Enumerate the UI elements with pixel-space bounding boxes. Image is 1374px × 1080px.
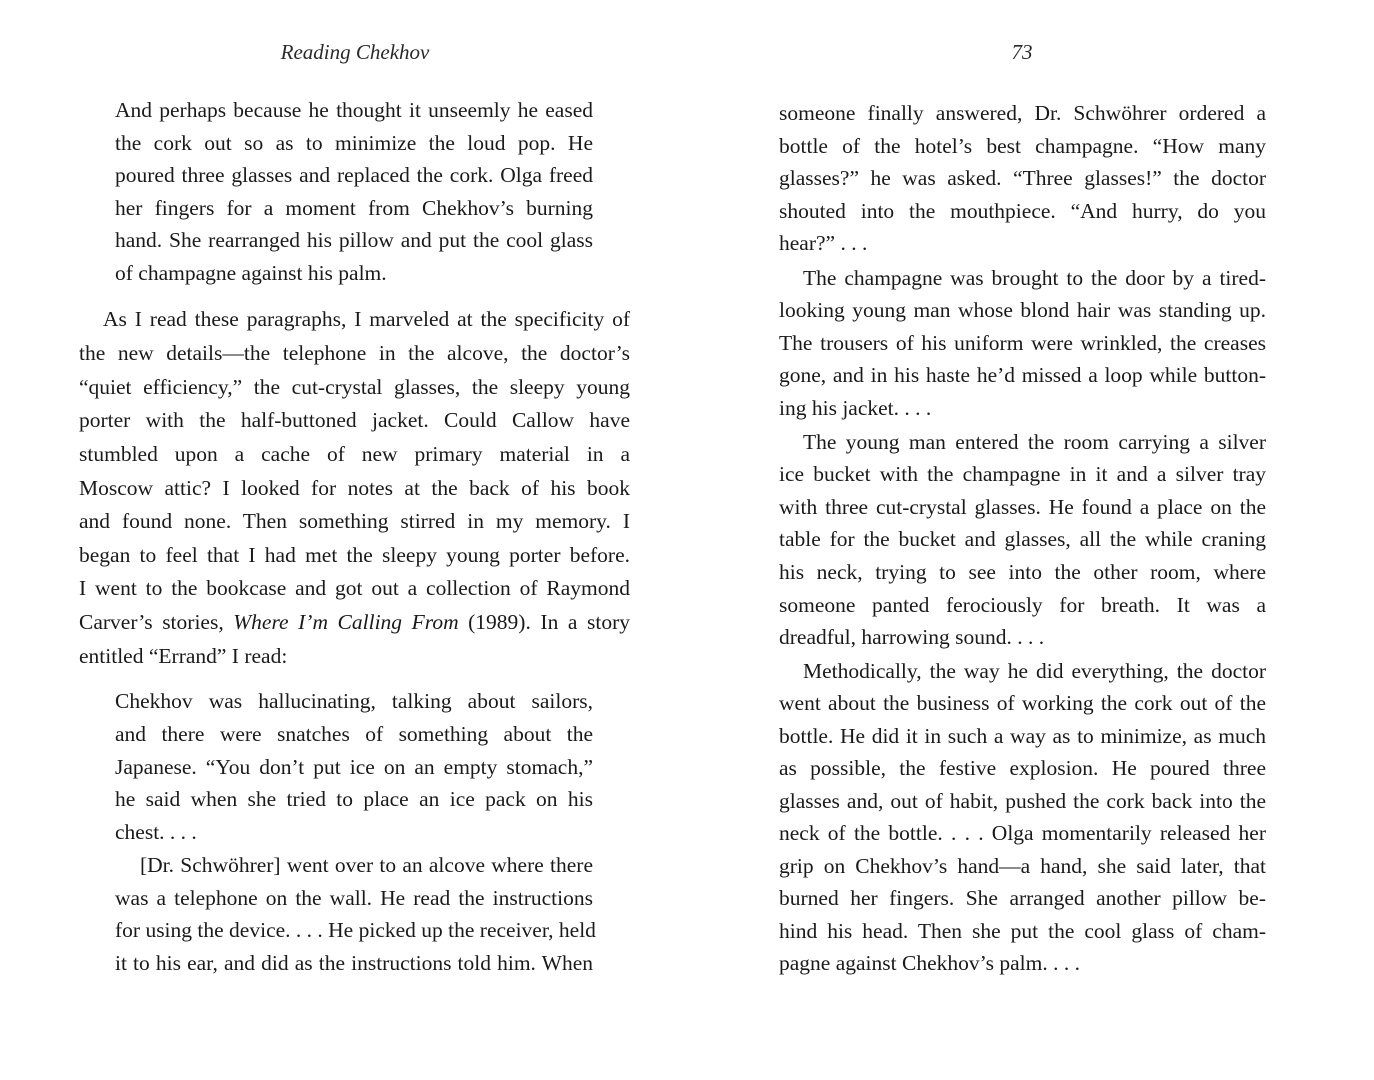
text-line: gone, and in his haste he’d missed a loop while button- [779, 363, 1266, 387]
text-line: looking young man whose blond hair was standing up. [779, 298, 1266, 322]
page-number: 73 [1011, 40, 1033, 64]
text-line: the new details—the telephone in the alcove, the doctor’s [79, 341, 630, 365]
text-line: Japanese. “You don’t put ice on an empty stomach,” [115, 755, 593, 779]
text-line: bottle of the hotel’s best champagne. “How many [779, 134, 1266, 158]
text-line: table for the bucket and glasses, all the while craning [779, 527, 1266, 551]
text-span: Carver’s stories, [79, 610, 234, 634]
text-line: was a telephone on the wall. He read the instructions [115, 886, 593, 910]
text-line: began to feel that I had met the sleepy young porter before. [79, 543, 630, 567]
text-line: I went to the bookcase and got out a collection of Raymond [79, 576, 630, 600]
text-line: went about the business of working the cork out of the [779, 691, 1266, 715]
text-line: As I read these paragraphs, I marveled at the specificity of [103, 307, 630, 331]
text-line: ice bucket with the champagne in it and a silver tray [779, 462, 1266, 486]
text-line: dreadful, harrowing sound. . . . [779, 625, 1045, 649]
text-line: Moscow attic? I looked for notes at the back of his book [79, 476, 630, 500]
book-title: Where I’m Calling From [233, 610, 459, 634]
text-line: hand. She rearranged his pillow and put the cool glass [115, 228, 593, 252]
text-line: The champagne was brought to the door by a tired- [803, 266, 1266, 290]
text-span: (1989). In a story [458, 610, 630, 634]
text-line: and found none. Then something stirred in my memory. I [79, 509, 630, 533]
text-line: he said when she tried to place an ice pack on his [115, 787, 593, 811]
text-line: it to his ear, and did as the instructions told him. When [115, 951, 593, 975]
text-line: hear?” . . . [779, 231, 868, 255]
running-head: Reading Chekhov [280, 40, 430, 64]
text-line: and there were snatches of something about the [115, 722, 593, 746]
text-line: stumbled upon a cache of new primary material in a [79, 442, 630, 466]
text-line: his neck, trying to see into the other room, where [779, 560, 1266, 584]
text-line: shouted into the mouthpiece. “And hurry, do you [779, 199, 1266, 223]
text-line: for using the device. . . . He picked up the receiver, held [115, 918, 596, 942]
text-line: Chekhov was hallucinating, talking about sailors, [115, 689, 593, 713]
text-line: as possible, the festive explosion. He poured three [779, 756, 1266, 780]
text-line: her fingers for a moment from Chekhov’s burning [115, 196, 593, 220]
text-line: glasses?” he was asked. “Three glasses!” the doctor [779, 166, 1266, 190]
text-line: entitled “Errand” I read: [79, 644, 288, 668]
text-line: The young man entered the room carrying a silver [803, 430, 1266, 454]
text-line: chest. . . . [115, 820, 197, 844]
text-line: burned her fingers. She arranged another pillow be- [779, 886, 1266, 910]
text-line: The trousers of his uniform were wrinkled, the creases [779, 331, 1266, 355]
text-line: with three cut-crystal glasses. He found a place on the [779, 495, 1266, 519]
text-line: [Dr. Schwöhrer] went over to an alcove where there [140, 853, 593, 877]
text-line: ing his jacket. . . . [779, 396, 932, 420]
text-line: bottle. He did it in such a way as to minimize, as much [779, 724, 1266, 748]
text-line: “quiet efficiency,” the cut-crystal glasses, the sleepy young [79, 375, 630, 399]
text-line: pagne against Chekhov’s palm. . . . [779, 951, 1080, 975]
right-page [687, 0, 1374, 1080]
text-line: porter with the half-buttoned jacket. Could Callow have [79, 408, 630, 432]
text-line: the cork out so as to minimize the loud pop. He [115, 131, 593, 155]
text-line: Methodically, the way he did everything, the doctor [803, 659, 1266, 683]
text-line: someone finally answered, Dr. Schwöhrer ordered a [779, 101, 1266, 125]
text-line: hind his head. Then she put the cool glass of cham- [779, 919, 1266, 943]
text-line: And perhaps because he thought it unseemly he eased [115, 98, 593, 122]
text-line: neck of the bottle. . . . Olga momentarily released her [779, 821, 1266, 845]
text-line: grip on Chekhov’s hand—a hand, she said later, that [779, 854, 1266, 878]
text-line: poured three glasses and replaced the cork. Olga freed [115, 163, 593, 187]
text-line: of champagne against his palm. [115, 261, 387, 285]
text-line: someone panted ferociously for breath. It was a [779, 593, 1266, 617]
citation-line [79, 606, 630, 639]
text-line: glasses and, out of habit, pushed the cork back into the [779, 789, 1266, 813]
